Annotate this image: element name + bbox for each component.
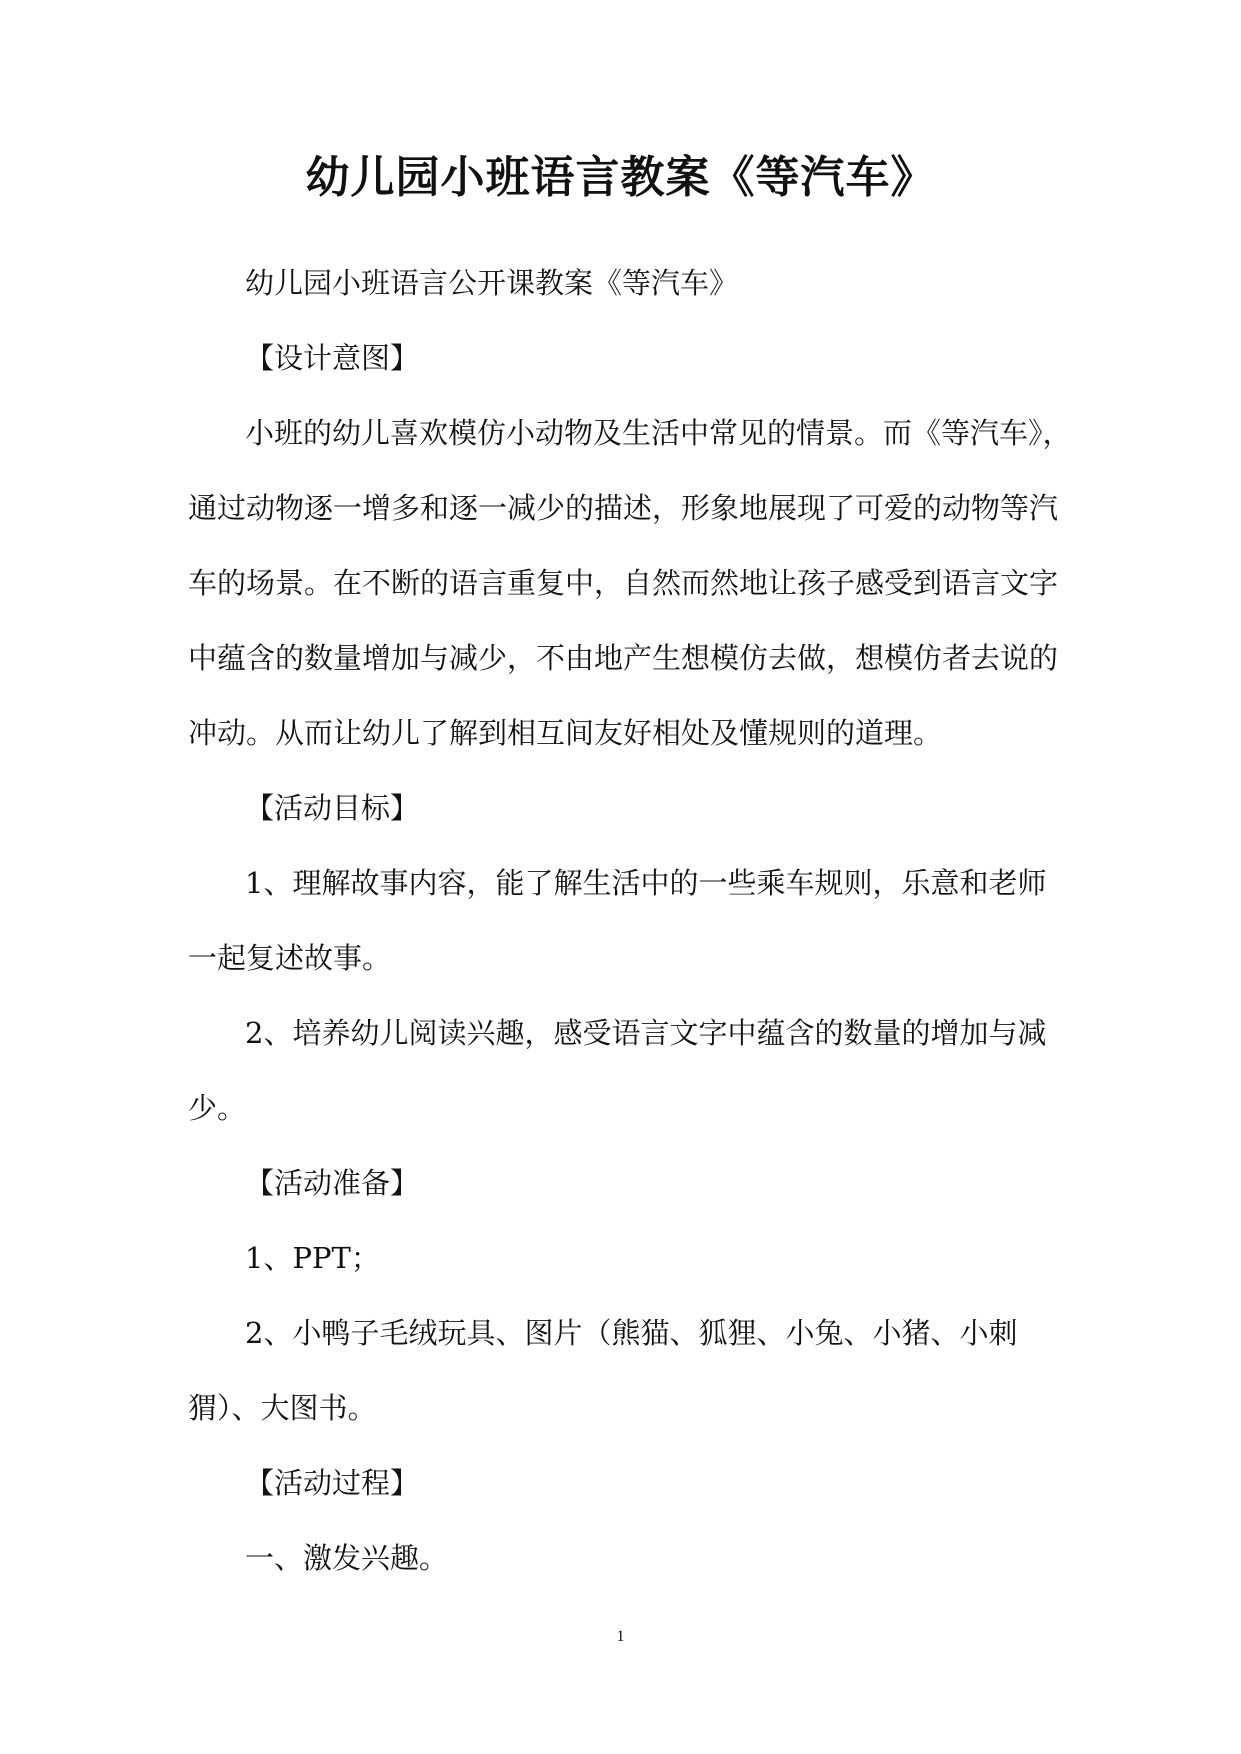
goals-heading: 【活动目标】 (245, 791, 420, 825)
subtitle: 幼儿园小班语言公开课教案《等汽车》 (245, 266, 739, 300)
prep-heading: 【活动准备】 (245, 1166, 420, 1200)
process-step-1: 一、激发兴趣。 (245, 1541, 449, 1575)
goal-2-line: 少。 (188, 1091, 247, 1125)
prep-item-2-line: 猬）、大图书。 (188, 1391, 377, 1425)
design-intent-line: 小班的幼儿喜欢模仿小动物及生活中常见的情景。而《等汽车》， (245, 416, 1072, 450)
goal-1-line: 1、理解故事内容，能了解生活中的一些乘车规则，乐意和老师 (245, 866, 1047, 900)
process-heading: 【活动过程】 (245, 1466, 420, 1500)
design-intent-heading: 【设计意图】 (245, 341, 420, 375)
design-intent-line: 通过动物逐一增多和逐一减少的描述，形象地展现了可爱的动物等汽 (188, 491, 1059, 525)
prep-item-1: 1、PPT； (245, 1241, 380, 1275)
goal-1-line: 一起复述故事。 (188, 941, 392, 975)
design-intent-line: 中蕴含的数量增加与减少，不由地产生想模仿去做，想模仿者去说的 (188, 641, 1059, 675)
prep-item-2-line: 2、小鸭子毛绒玩具、图片（熊猫、狐狸、小兔、小猪、小刺 (245, 1316, 1018, 1350)
document-title: 幼儿园小班语言教案《等汽车》 (305, 152, 936, 203)
page-number: 1 (616, 1628, 625, 1645)
goal-2-line: 2、培养幼儿阅读兴趣，感受语言文字中蕴含的数量的增加与减 (245, 1016, 1047, 1050)
design-intent-line: 车的场景。在不断的语言重复中，自然而然地让孩子感受到语言文字 (188, 566, 1059, 600)
design-intent-line: 冲动。从而让幼儿了解到相互间友好相处及懂规则的道理。 (188, 716, 943, 750)
